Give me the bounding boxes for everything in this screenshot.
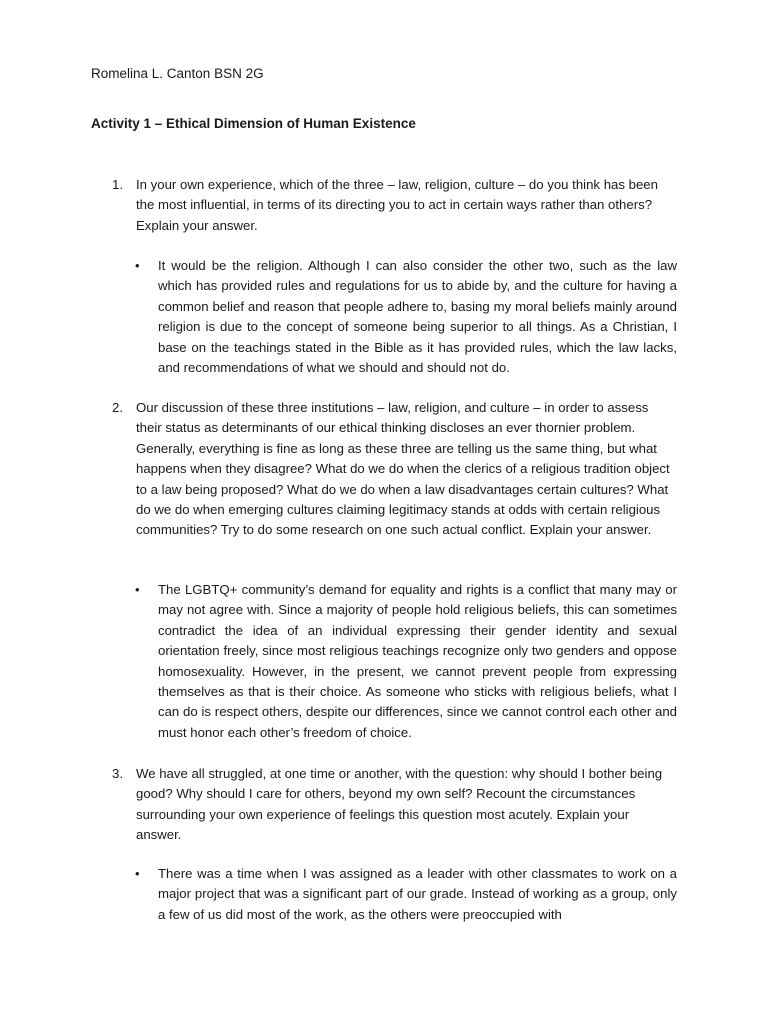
question-1 xyxy=(112,175,676,236)
answer-3 xyxy=(135,864,677,925)
activity-title: Activity 1 – Ethical Dimension of Human Existence xyxy=(91,116,416,131)
question-number: 1. xyxy=(112,177,123,192)
author-line: Romelina L. Canton BSN 2G xyxy=(91,66,264,81)
question-2 xyxy=(112,398,676,541)
answer-1 xyxy=(135,256,677,378)
bullet-icon: • xyxy=(135,866,140,881)
question-3 xyxy=(112,764,676,846)
question-text: We have all struggled, at one time or another, with the question: why should I bother being good? Why should I care for others, beyond my own self? Recount the circumstances surrounding your own experience of feelings this question most acutely. Explain your answer. xyxy=(136,766,663,843)
question-number: 2. xyxy=(112,400,123,415)
bullet-icon: • xyxy=(135,582,140,597)
bullet-icon: • xyxy=(135,258,140,273)
answer-text: It would be the religion. Although I can also consider the other two, such as the law which has provided rules and regulations for us to abide by, and the culture for having a common belief and reason that people adhere to, basing my moral beliefs mainly around religion is due to the concept of someone being superior to all things. As a Christian, I base on the teachings stated in the Bible as it has provided rules, which the law lacks, and recommendations of what we should and should not do. xyxy=(158,258,677,376)
answer-text: The LGBTQ+ community’s demand for equality and rights is a conflict that many may or may not agree with. Since a majority of people hold religious beliefs, this can sometimes contradict the idea of an individual expressing their gender identity and sexual orientation freely, since most religious teachings recognize only two genders and oppose homosexuality. However, in the present, we cannot prevent people from expressing themselves as that is their choice. As someone who sticks with religious beliefs, what I can do is respect others, despite our differences, since we cannot control each other and must honor each other’s freedom of choice. xyxy=(158,582,677,740)
answer-text: There was a time when I was assigned as a leader with other classmates to work on a major project that was a significant part of our grade. Instead of working as a group, only a few of us did most of the work, as the others were preoccupied with xyxy=(158,866,677,922)
question-text: Our discussion of these three institutions – law, religion, and culture – in order to assess their status as determinants of our ethical thinking discloses an ever thornier problem. Generally, everything is fine as long as these three are telling us the same thing, but what happens when they disagree? What do we do when the clerics of a religious tradition object to a law being proposed? What do we do when a law disadvantages certain cultures? What do we do when emerging cultures claiming legitimacy stands at odds with certain religious communities? Try to do some research on one such actual conflict. Explain your answer. xyxy=(136,400,670,538)
question-number: 3. xyxy=(112,766,123,781)
answer-2 xyxy=(135,580,677,743)
question-text: In your own experience, which of the three – law, religion, culture – do you think has been the most influential, in terms of its directing you to act in certain ways rather than others? Explain your answer. xyxy=(136,177,658,233)
